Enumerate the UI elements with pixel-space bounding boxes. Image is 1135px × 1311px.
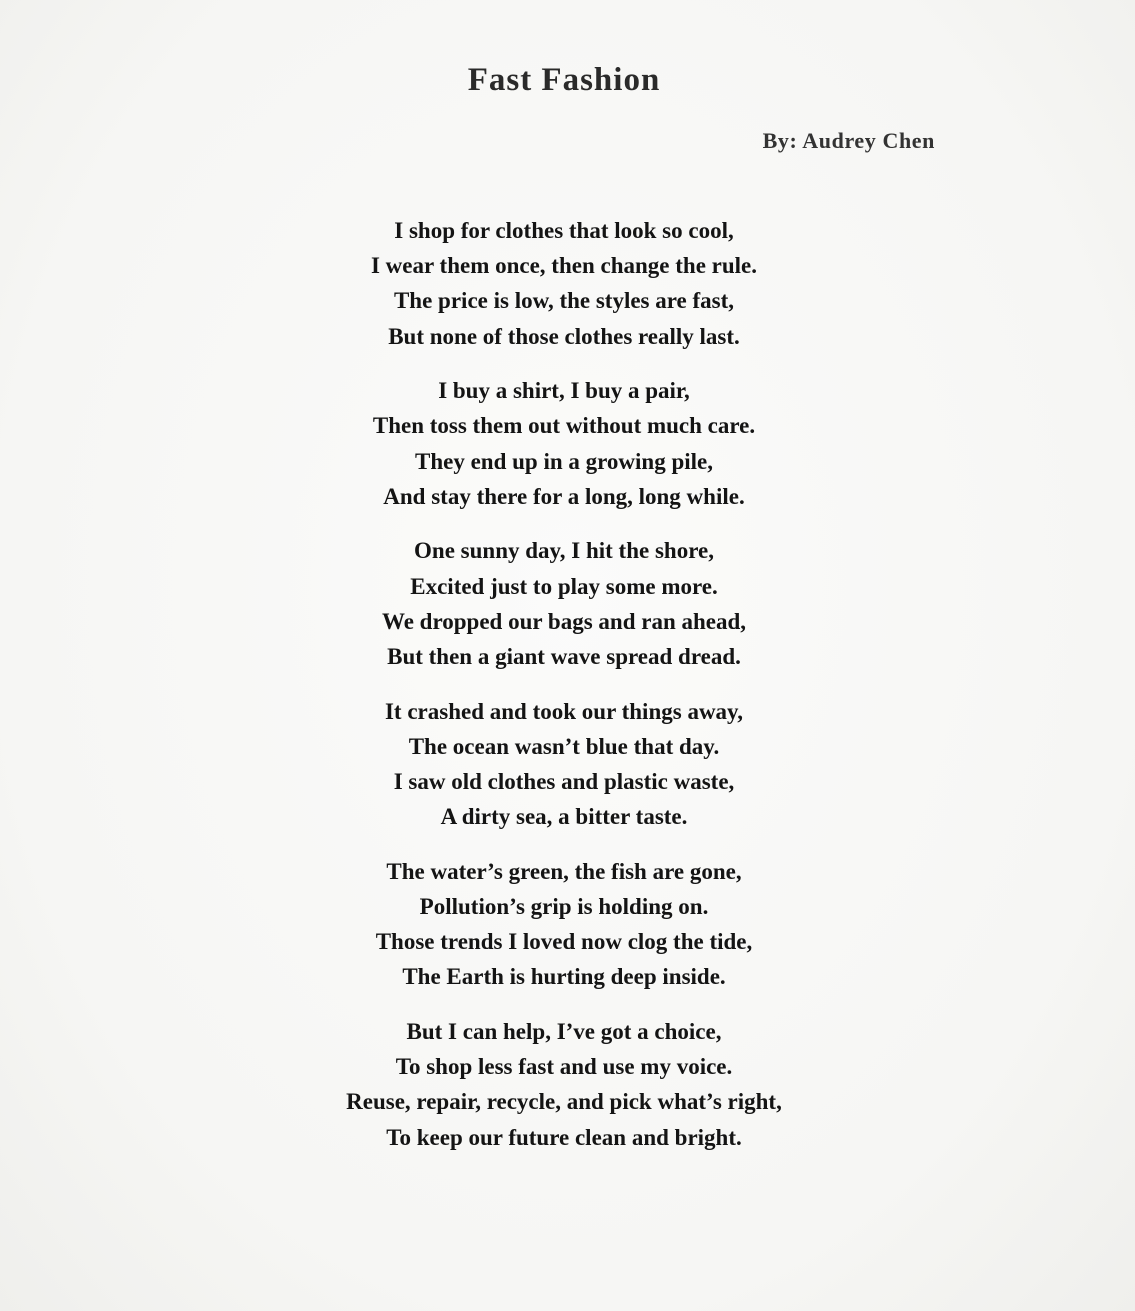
poem-line: The water’s green, the fish are gone, bbox=[386, 858, 742, 884]
poem-line: I saw old clothes and plastic waste, bbox=[393, 769, 735, 795]
poem-line: It crashed and took our things away, bbox=[384, 698, 744, 724]
poem-line: But none of those clothes really last. bbox=[388, 323, 740, 349]
stanza bbox=[0, 694, 1128, 835]
poem-title: Fast Fashion bbox=[467, 62, 661, 98]
poem-line: I buy a shirt, I buy a pair, bbox=[438, 378, 690, 404]
poem-line: But then a giant wave spread dread. bbox=[387, 644, 741, 670]
poem-body bbox=[0, 213, 1128, 1174]
poem-line: We dropped our bags and ran ahead, bbox=[381, 608, 747, 634]
poem-line: But I can help, I’ve got a choice, bbox=[406, 1019, 722, 1045]
poem-line: To shop less fast and use my voice. bbox=[395, 1054, 733, 1080]
stanza bbox=[0, 213, 1128, 354]
stanza bbox=[0, 373, 1128, 514]
poem-line: Then toss them out without much care. bbox=[372, 413, 756, 439]
poem-line: Pollution’s grip is holding on. bbox=[419, 894, 709, 920]
stanza bbox=[0, 854, 1128, 995]
poem-line: I wear them once, then change the rule. bbox=[370, 253, 758, 279]
poem-line: A dirty sea, a bitter taste. bbox=[440, 804, 688, 830]
poem-line: And stay there for a long, long while. bbox=[383, 483, 745, 509]
stanza bbox=[0, 533, 1128, 674]
stanza bbox=[0, 1014, 1128, 1155]
poem-line: One sunny day, I hit the shore, bbox=[414, 538, 714, 564]
poem-line: Reuse, repair, recycle, and pick what’s right, bbox=[346, 1089, 782, 1115]
poem-line: Those trends I loved now clog the tide, bbox=[375, 929, 753, 955]
poem-line: The ocean wasn’t blue that day. bbox=[408, 733, 720, 759]
author-byline: By: Audrey Chen bbox=[762, 128, 935, 153]
poem-line: The Earth is hurting deep inside. bbox=[402, 964, 726, 990]
poem-line: Excited just to play some more. bbox=[410, 573, 718, 599]
poem-line: They end up in a growing pile, bbox=[414, 448, 713, 474]
poem-line: To keep our future clean and bright. bbox=[386, 1124, 742, 1150]
poem-line: The price is low, the styles are fast, bbox=[393, 288, 735, 314]
poem-line: I shop for clothes that look so cool, bbox=[394, 218, 734, 243]
